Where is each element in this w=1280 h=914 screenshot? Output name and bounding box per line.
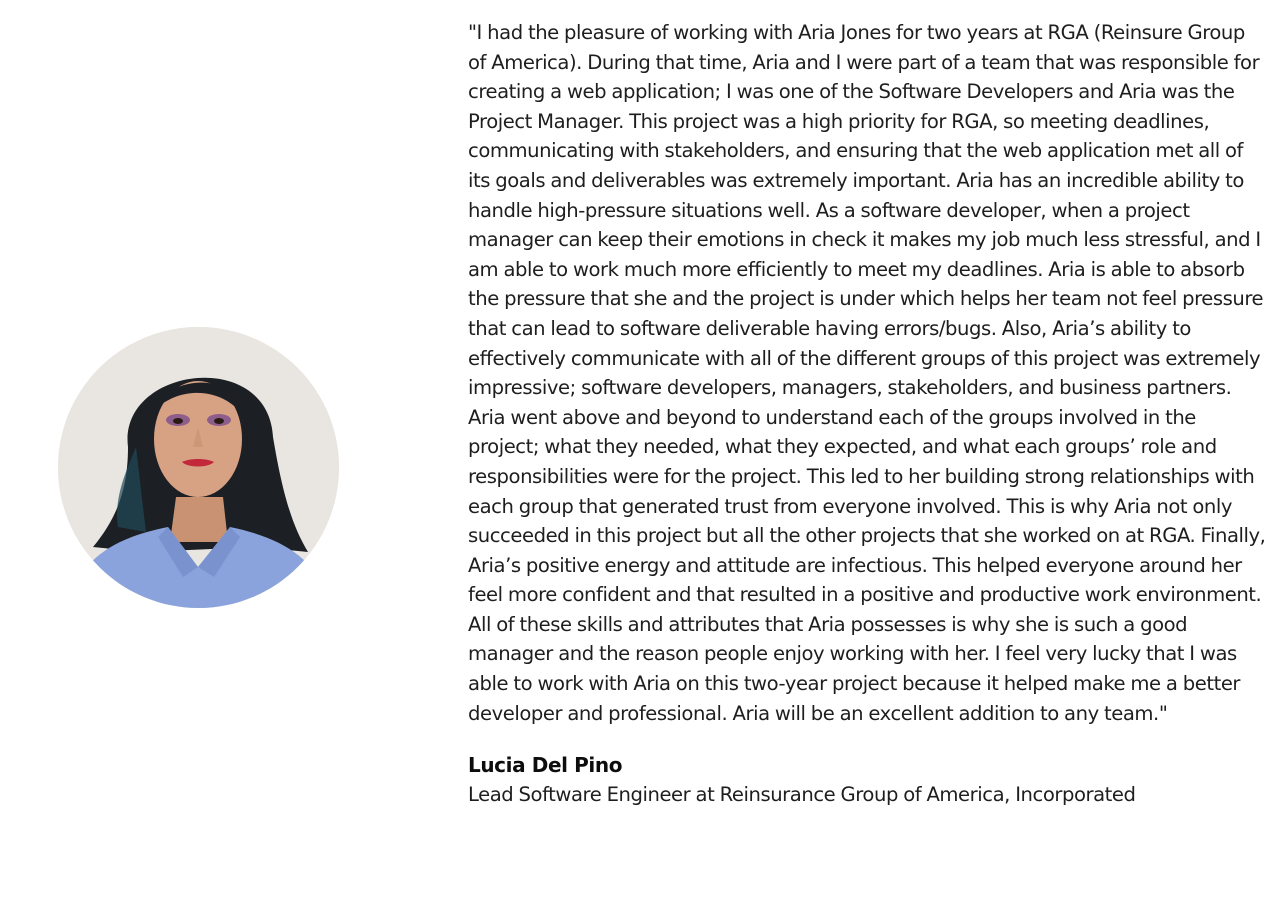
testimonial-quote: "I had the pleasure of working with Aria Jones for two years at RGA (Reinsure Group of America). During that time, Aria and I were part of a team that was responsible for creating a web application; I was one of the Software Developers and Aria was the Project Manager. This project was a high priority for RGA, so meeting deadlines, communicating with stakeholders, and ensuring that the web application met all of its goals and deliverables was extremely important. Aria has an incredible ability to handle high-pressure situations well. As a software developer, when a project manager can keep their emotions in check it makes my job much less stressful, and I am able to work much more efficiently to meet my deadlines. Aria is able to absorb the pressure that she and the project is under which helps her team not feel pressure that can lead to software deliverable having errors/bugs. Also, Aria’s ability to effectively communicate with all of the different groups of this project was extremely impressive; software developers, managers, stakeholders, and business partners. Aria went above and beyond to understand each of the groups involved in the project; what they needed, what they expected, and what each groups’ role and responsibilities were for the project. This led to her building strong relationships with each group that generated trust from everyone involved. This is why Aria not only succeeded in this project but all the other projects that she worked on at RGA. Finally, Aria’s positive energy and attitude are infectious. This helped everyone around her feel more confident and that resulted in a positive and productive work environment. All of these skills and attributes that Aria possesses is why she is such a good manager and the reason people enjoy working with her. I feel very lucky that I was able to work with Aria on this two-year project because it helped make me a better developer and professional. Aria will be an excellent addition to any team." [468,21,1266,725]
portrait-photo-illustration [58,327,339,608]
author-name: Lucia Del Pino [468,753,623,778]
portrait-photo [58,327,339,608]
testimonial-block [468,18,1268,810]
author-role: Lead Software Engineer at Reinsurance Group of America, Incorporated [468,783,1136,807]
